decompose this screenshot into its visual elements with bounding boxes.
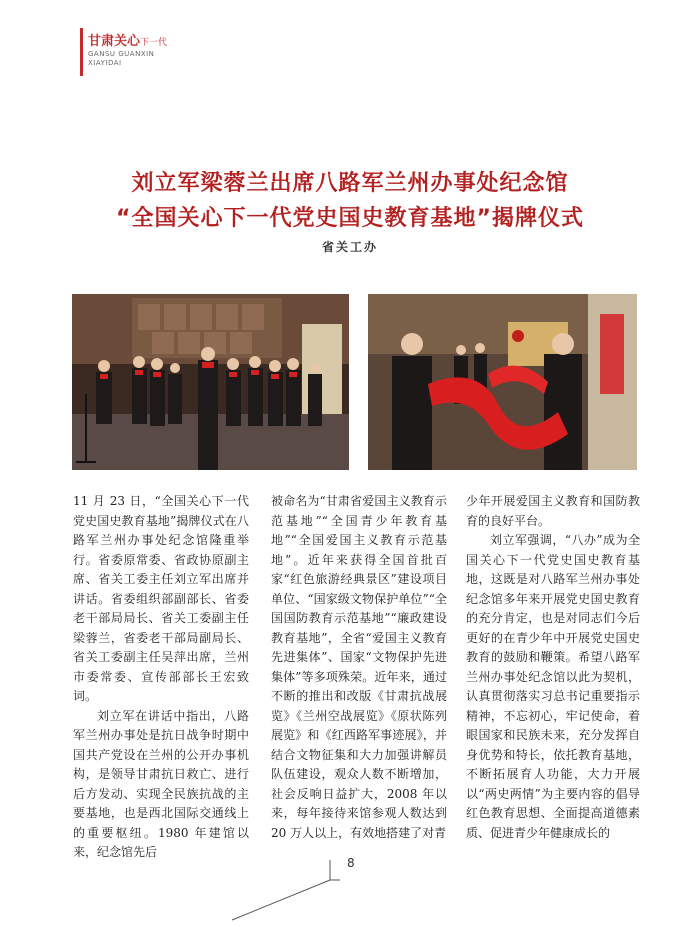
paragraph: 被命名为“甘肃省爱国主义教育示范基地”“全国青少年教育基地”“全国爱国主义教育示范基地”。近年来获得全国首批百家“红色旅游经典景区”建设项目单位、“国家级文物保护单位”“全国国防教育示范基地”“廉政建设教育基地”，全省“爱国主义教育先进集体”、国家“文物保护先进集体”等多项殊荣。近年来，通过不断的推出和改版《甘肃抗战展览》《兰州空战展览》《原状陈列展览》和《红西路军事迹展》，并结合文物征集和大力加强讲解员队伍建设，观众人数不断增加，社会反响日益扩大，2008 年以来，每年接待来馆参观人数达到 20 万人以上，有效地搭建了对青 [271,494,447,840]
plaque-unveiling-photo-icon [368,294,637,470]
masthead-english [88,50,154,68]
article-author: 省关工办 [321,240,378,254]
paragraph: 11 月 23 日，“全国关心下一代党史国史教育基地”揭牌仪式在八路军兰州办事处纪念馆隆重举行。省委原常委、省政协原副主席、省关工委主任刘立军出席并讲话。省委组织部副部长、省委老干部局局长、省关工委副主任梁蓉兰，省委老干部局副局长、省关工委副主任吴萍出席，兰州市委常委、宣传部部长王宏致词。 [73,494,249,703]
logo-main: 甘肃关心 [88,34,141,49]
body-column-3 [466,492,640,843]
body-column-1 [73,492,249,863]
logo-en-line1: GANSU GUANXIN [88,50,155,58]
body-column-2 [271,492,447,843]
masthead-bar [80,28,83,76]
paragraph: 少年开展爱国主义教育和国防教育的良好平台。 [466,494,640,528]
page-number: 8 [347,856,355,870]
photo-unveiling [368,294,637,470]
footer-decoration [0,860,700,927]
logo-en-line2: XIAYIDAI [88,59,122,67]
logo-sub: 下一代 [140,38,168,48]
article-title-line1: 刘立军梁蓉兰出席八路军兰州办事处纪念馆 [131,171,569,196]
article-title-line2: “全国关心下一代党史国史教育基地”揭牌仪式 [116,206,584,231]
masthead [80,28,220,88]
paragraph: 刘立军在讲话中指出，八路军兰州办事处是抗日战争时期中国共产党设在兰州的公开办事机构，是领导甘肃抗日救亡、进行后方发动、实现全民族抗战的主要基地，也是西北国际交通线上的重要枢纽。1980 年建馆以来，纪念馆先后 [73,708,249,859]
folio-line-icon [0,860,700,927]
paragraph: 刘立军强调，“八办”成为全国关心下一代党史国史教育基地，这既是对八路军兰州办事处纪念馆多年来开展党史国史教育的充分肯定，也是对同志们今后更好的在青少年中开展党史国史教育的鼓励和鞭策。希望八路军兰州办事处纪念馆以此为契机，认真贯彻落实习总书记重要指示精神，不忘初心，牢记使命，着眼国家和民族未来，充分发挥自身优势和特长，依托教育基地，不断拓展育人功能，大力开展以“两史两情”为主要内容的倡导红色教育思想、全面提高道德素质、促进青少年健康成长的 [466,533,640,840]
photo-speech [72,294,349,470]
speech-ceremony-photo-icon [72,294,349,470]
masthead-logo [88,30,167,49]
